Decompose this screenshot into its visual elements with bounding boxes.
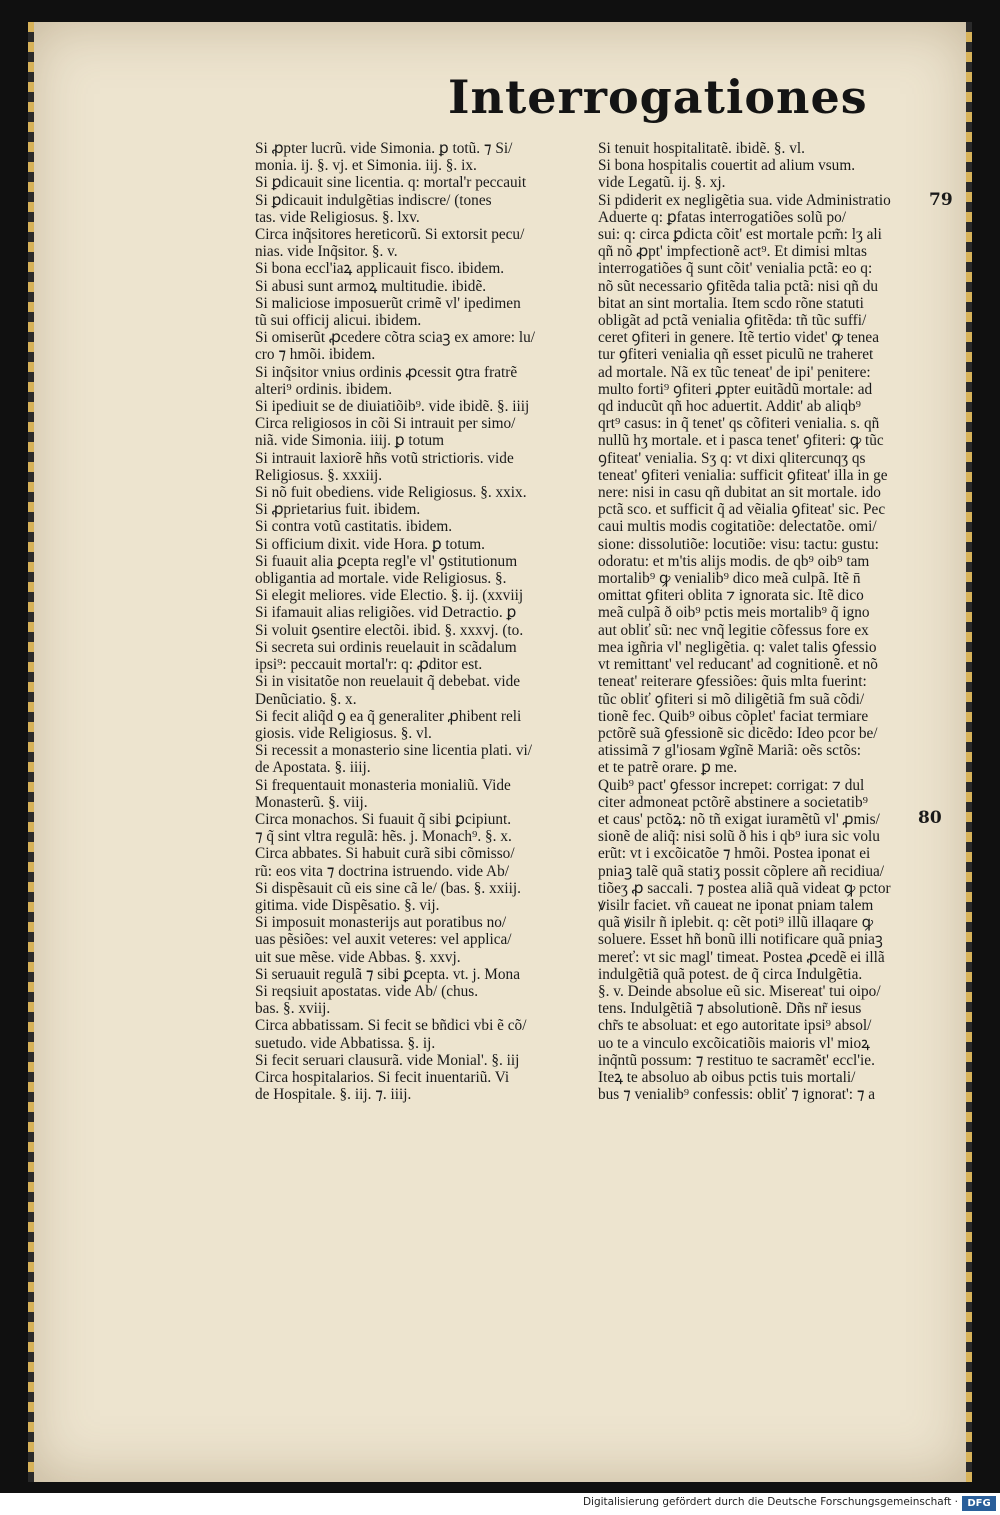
- text-line: mereť: vt sic magl' timeat. Postea ꝓcedẽ ei illã: [598, 948, 885, 966]
- text-line: teneat' reiterare ꝯfessiões: q̃uis mlta fuerint:: [598, 673, 867, 691]
- folio-number: 80: [918, 808, 942, 828]
- footer-bar: [0, 1493, 1000, 1515]
- text-line: interrogatiões q̃ sunt cõit' venialia pctã: eo q:: [598, 260, 873, 278]
- text-line: ceret ꝯfiteri in genere. Itẽ tertio videt' ꝙ tenea: [598, 329, 880, 347]
- text-line: mea igñria vl' negligẽtia. q: valet talis ꝯfessio: [598, 638, 877, 656]
- text-line: Si omiserũt ꝓcedere cõtra sciaꝫ ex amore: lu/: [255, 329, 536, 347]
- text-line: Si fecit aliq̃d ꝯ ea q̃ generaliter ꝓhibent reli: [255, 707, 522, 725]
- text-line: Circa hospitalarios. Si fecit inuentariũ. Vi: [255, 1068, 510, 1086]
- text-line: et caus' pctõꝝ: nõ tñ exigat iuramẽtũ vl' ꝓmis/: [598, 810, 880, 828]
- text-line: de Apostata. §. iiij.: [255, 759, 371, 777]
- text-line: Circa abbates. Si habuit curã sibi cõmisso/: [255, 845, 515, 863]
- text-line: Si fecit seruari clausurã. vide Monial'. §. iij: [255, 1051, 520, 1069]
- text-line: Si voluit ꝯsentire electõi. ibid. §. xxxvj. (to.: [255, 621, 524, 639]
- text-line: uit sue mẽse. vide Abbas. §. xxvj.: [255, 948, 461, 966]
- text-line: mortalib⁹ ꝙ venialib⁹ dico meã culpã. Itẽ n̄: [598, 570, 861, 588]
- text-line: qñ nõ ꝓpt' impfectionẽ act⁹. Et dimisi mltas: [598, 243, 867, 261]
- text-line: bitat an sint mortalia. Item scdo rõne statuti: [598, 294, 864, 312]
- text-line: teneat' ꝯfiteri venialia: sufficit ꝯfiteat' illa in ge: [598, 466, 888, 484]
- text-line: Si recessit a monasterio sine licentia plati. vi/: [255, 742, 532, 760]
- text-line: cro ⁊ hmõi. ibidem.: [255, 346, 376, 364]
- text-line: Circa inq̃sitores hereticorũ. Si extorsit pecu/: [255, 226, 525, 244]
- text-line: multo forti⁹ ꝯfiteri ꝓpter euitãdũ mortale: ad: [598, 380, 873, 398]
- text-line: Si abusi sunt armoꝝ multitudie. ibidẽ.: [255, 277, 487, 295]
- text-line: soluere. Esset hñ bonũ illi notificare quã pniaꝫ: [598, 931, 883, 949]
- text-line: giosis. vide Religiosus. §. vl.: [255, 724, 432, 742]
- text-line: Si frequentauit monasteria monialiũ. Vide: [255, 776, 511, 794]
- text-line: bas. §. xviij.: [255, 1000, 331, 1018]
- text-line: Monasterũ. §. viij.: [255, 793, 368, 811]
- text-line: Si maliciose imposuerũt crimẽ vl' ipedimen: [255, 294, 521, 312]
- text-line: Si ipediuit se de diuiatiõib⁹. vide ibidẽ. §. iiij: [255, 398, 530, 416]
- text-line: de Hospitale. §. iij. ⁊. iiij.: [255, 1086, 412, 1104]
- page-title: Interrogationes: [448, 70, 868, 124]
- text-line: Si ꝓprietarius fuit. ibidem.: [255, 501, 421, 519]
- text-line: Si dispẽsauit cũ eis sine cã le/ (bas. §. xxiij.: [255, 879, 521, 897]
- text-line: chr̃s te absoluat: et ego autoritate ipsi⁹ absol/: [598, 1017, 872, 1035]
- text-line: sione: dissolutiõe: locutiõe: visu: tactu: gustu:: [598, 535, 879, 553]
- color-ruler-left: [28, 22, 34, 1482]
- text-line: Aduerte q: ꝑfatas interrogatiões solũ po/: [598, 208, 847, 226]
- text-line: Si imposuit monasterijs aut poratibus no/: [255, 914, 507, 932]
- text-line: Si ꝑdicauit sine licentia. q: mortal'r peccauit: [255, 174, 527, 192]
- text-line: nullũ hʒ mortale. et i pasca tenet' ꝯfiteri: ꝙ tũc: [598, 432, 884, 450]
- text-line: ꝟisilr faciet. vñ caueat ne iponat pniam talem: [598, 896, 874, 914]
- text-line: caui multis modis cogitatiõe: delectatõe. omi/: [598, 518, 877, 536]
- left-text-column: [255, 140, 583, 1103]
- text-line: tiõeʒ ꝓ saccali. ⁊ postea aliã quã videat ꝙ pctor: [598, 879, 891, 897]
- dfg-logo: DFG: [962, 1496, 996, 1511]
- text-line: Si officium dixit. vide Hora. ꝑ totum.: [255, 535, 485, 553]
- text-line: gitima. vide Dispẽsatio. §. vij.: [255, 896, 440, 914]
- text-line: tũ sui officij alicui. ibidem.: [255, 312, 422, 330]
- text-line: bus ⁊ venialib⁹ confessis: obliť ⁊ ignorat': ⁊ a: [598, 1086, 876, 1104]
- text-line: ꝯfiteat' venialia. Sʒ q: vt dixi qlitercunqʒ qs: [598, 449, 866, 467]
- text-line: tens. Indulgẽtiã ⁊ absolutionẽ. Dñs nr̃ iesus: [598, 1000, 862, 1018]
- text-line: tas. vide Religiosus. §. lxv.: [255, 208, 420, 226]
- text-line: Denũciatio. §. x.: [255, 690, 357, 708]
- footer-credit: Digitalisierung gefördert durch die Deutsche Forschungsgemeinschaft ·: [582, 1496, 958, 1508]
- text-line: niã. vide Simonia. iiij. ꝑ totum: [255, 432, 445, 450]
- text-line: Si contra votũ castitatis. ibidem.: [255, 518, 453, 536]
- text-line: uas pẽsiões: vel auxit veteres: vel applica/: [255, 931, 512, 949]
- text-line: ad mortale. Nã ex tũc teneat' de ipi' penitere:: [598, 363, 871, 381]
- text-line: Circa religiosos in cõi Si intrauit per simo/: [255, 415, 516, 433]
- text-line: quã ꝟisilr ñ iplebit. q: cẽt poti⁹ illũ illaqare ꝙ: [598, 914, 874, 932]
- text-line: inq̃ntũ possum: ⁊ restituo te sacramẽt' eccl'ie.: [598, 1051, 875, 1069]
- text-line: sionẽ de aliq̃: nisi solũ ð his i qb⁹ iura sic volu: [598, 828, 880, 846]
- text-line: Si intrauit laxiorẽ hñs votũ strictioris. vide: [255, 449, 514, 467]
- text-line: et te patrẽ orare. ꝑ me.: [598, 759, 738, 777]
- text-line: Si bona hospitalis couertit ad alium vsum.: [598, 157, 856, 175]
- text-line: aut obliť sũ: nec vnq̃ legitie cõfessus fore ex: [598, 621, 869, 639]
- text-line: odoratu: et m'tis alijs modis. de qb⁹ oib⁹ tam: [598, 552, 870, 570]
- text-line: qrt⁹ casus: in q̃ tenet' qs cõfiteri venialia. s. qñ: [598, 415, 880, 433]
- text-line: monia. ij. §. vj. et Simonia. iij. §. ix.: [255, 157, 477, 175]
- text-line: Si tenuit hospitalitatẽ. ibidẽ. §. vl.: [598, 140, 805, 157]
- text-line: Quib⁹ pact' ꝯfessor increpet: corrigat: ⁊ dul: [598, 776, 865, 794]
- text-line: pctã sco. et sufficit q̃ ad vẽialia ꝯfiteat' sic. Pec: [598, 501, 886, 519]
- book-page: [28, 22, 972, 1482]
- text-line: Si ꝑdicauit indulgẽtias indiscre/ (tones: [255, 191, 492, 209]
- text-line: atissimã ⁊ gl'iosam ꝟgĩnẽ Mariã: oẽs sctõs:: [598, 742, 862, 760]
- text-line: meã culpã ð oib⁹ pctis meis mortalib⁹ q̃ igno: [598, 604, 870, 622]
- text-line: indulgẽtiã quã potest. de q̃ circa Indulgẽtia.: [598, 965, 863, 983]
- text-line: pctõrẽ suã ꝯfessionẽ sic dicẽdo: Ideo pcor be/: [598, 724, 878, 742]
- color-ruler-right: [966, 22, 972, 1482]
- text-line: Si inq̃sitor vnius ordinis ꝓcessit ꝯtra fratrẽ: [255, 363, 518, 381]
- text-line: omittat ꝯfiteri oblita ⁊ ignorata sic. Itẽ dico: [598, 587, 864, 605]
- text-line: Si reqsiuit apostatas. vide Ab/ (chus.: [255, 982, 479, 1000]
- text-line: Si elegit meliores. vide Electio. §. ij. (xxviij: [255, 587, 524, 605]
- text-line: tionẽ fec. Quib⁹ oibus cõplet' faciat termiare: [598, 707, 869, 725]
- text-line: tur ꝯfiteri venialia qñ esset piculũ ne traheret: [598, 346, 874, 364]
- text-line: Iteꝝ te absoluo ab oibus pctis tuis mortali/: [598, 1068, 856, 1086]
- text-line: vide Legatũ. ij. §. xj.: [598, 174, 726, 192]
- text-line: nias. vide Inq̃sitor. §. v.: [255, 243, 398, 261]
- text-line: nere: nisi in casu qñ dubitat an sit mortale. ido: [598, 484, 881, 502]
- text-line: Circa monachos. Si fuauit q̃ sibi ꝑcipiunt.: [255, 810, 512, 828]
- text-line: erũt: vt i excõicatõe ⁊ hmõi. Postea iponat ei: [598, 845, 871, 863]
- text-line: vt remittant' vel reducant' ad cognitionẽ. et nõ: [598, 656, 878, 674]
- text-line: Circa abbatissam. Si fecit se bñdici vbi ẽ cõ/: [255, 1017, 527, 1035]
- text-line: Si seruauit regulã ⁊ sibi ꝑcepta. vt. j. Mona: [255, 965, 520, 983]
- text-line: obligantia ad mortale. vide Religiosus. §.: [255, 570, 507, 588]
- text-line: Si fuauit alia ꝑcepta regl'e vl' ꝯstitutionum: [255, 552, 518, 570]
- text-line: suetudo. vide Abbatissa. §. ij.: [255, 1034, 436, 1052]
- text-line: alteri⁹ ordinis. ibidem.: [255, 380, 393, 398]
- text-line: pniaꝫ talẽ quã statiʒ possit cõplere añ recidiua/: [598, 862, 885, 880]
- text-line: rũ: eos vita ⁊ doctrina istruendo. vide Ab/: [255, 862, 510, 880]
- text-line: Si in visitatõe non reuelauit q̃ debebat. vide: [255, 673, 521, 691]
- text-line: qd inducũt qñ hoc aduertit. Addit' ab aliqb⁹: [598, 398, 861, 416]
- text-line: Si secreta sui ordinis reuelauit in scãdalum: [255, 638, 517, 656]
- text-line: ipsi⁹: peccauit mortal'r: q: ꝓditor est.: [255, 656, 483, 674]
- text-line: §. v. Deinde absolue eũ sic. Misereat' tui oipo/: [598, 982, 881, 1000]
- text-line: uo te a vinculo excõicatiõis maioris vl' mioꝝ: [598, 1034, 871, 1052]
- marginal-note-top: 79: [929, 190, 953, 210]
- text-line: Si ꝓpter lucrũ. vide Simonia. ꝑ totũ. ⁊ Si/: [255, 140, 513, 157]
- right-text-column: [598, 140, 932, 1103]
- text-line: obligãt ad pctã venialia ꝯfitẽda: tñ tũc suffi/: [598, 312, 867, 330]
- text-line: citer admoneat pctõrẽ abstinere a societatib⁹: [598, 793, 868, 811]
- text-line: nõ sũt necessario ꝯfitẽda talia pctã: nisi qñ du: [598, 277, 878, 295]
- text-line: ⁊ q̃ sint vltra regulã: hẽs. j. Monach⁹. §. x.: [255, 828, 512, 846]
- text-line: Religiosus. §. xxxiij.: [255, 466, 383, 484]
- text-line: Si nõ fuit obediens. vide Religiosus. §. xxix.: [255, 484, 527, 502]
- text-line: Si ifamauit alias religiões. vid Detractio. ꝑ: [255, 604, 517, 622]
- text-line: sui: q: circa ꝑdicta cõit' est mortale pcm̃: lʒ ali: [598, 226, 882, 244]
- text-line: Si pdiderit ex negligẽtia sua. vide Administratio: [598, 191, 891, 209]
- text-line: Si bona eccl'iaꝝ applicauit fisco. ibidem.: [255, 260, 505, 278]
- text-line: tũc obliť ꝯfiteri si mõ diligẽtiã fm suã cõdi/: [598, 690, 865, 708]
